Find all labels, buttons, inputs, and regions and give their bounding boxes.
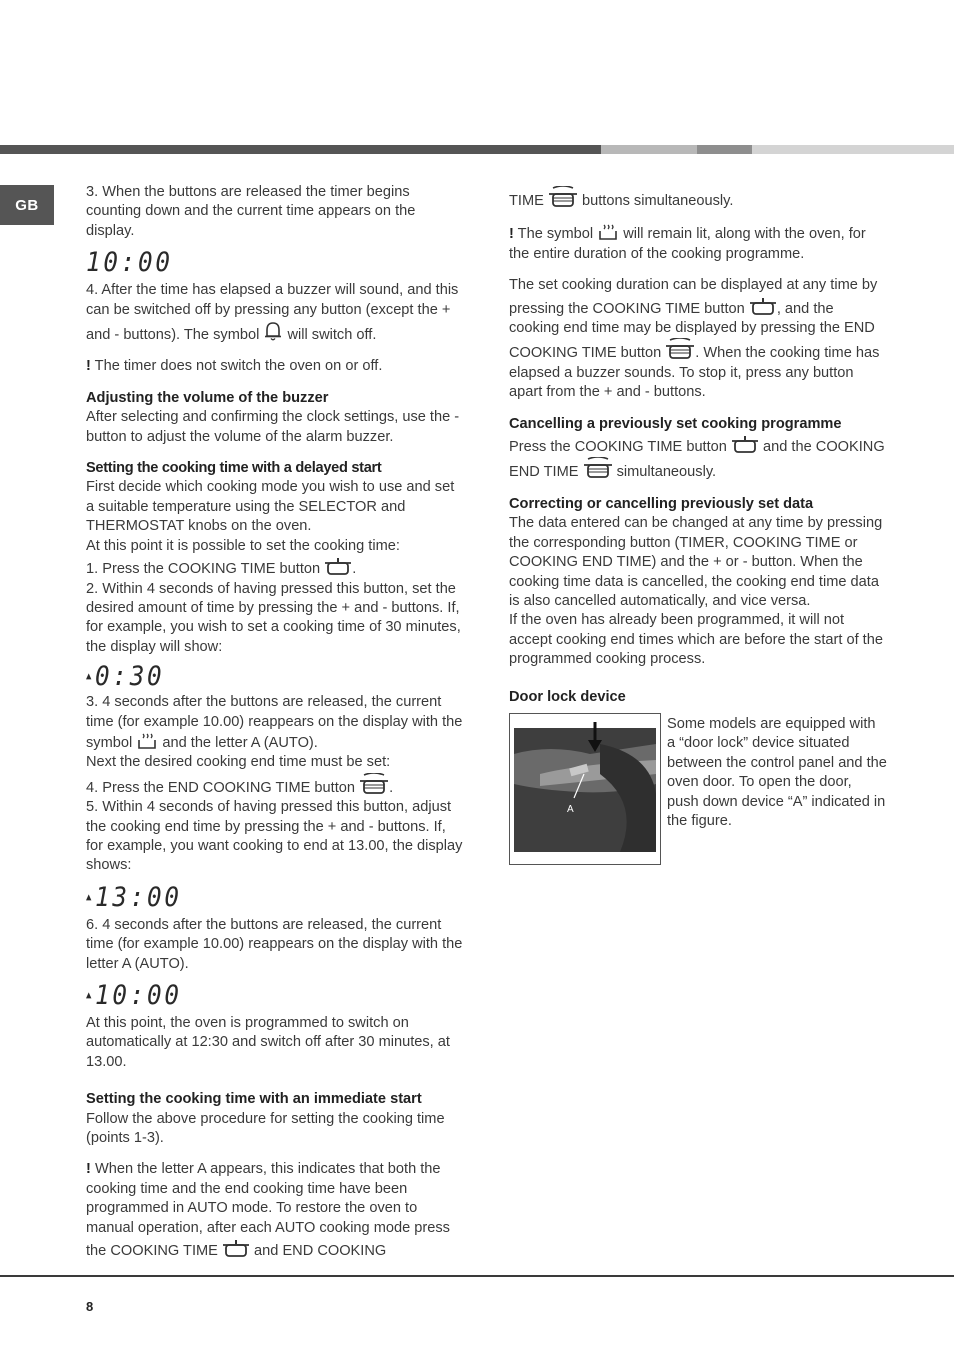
display-current-time: ▲ 10:00 (86, 980, 182, 1011)
door-lock-figure (509, 713, 661, 865)
cancel-text: Press the COOKING TIME button and the COOKING END TIME simultaneously. (509, 434, 887, 483)
heading-cancel-programme: Cancelling a previously set cooking programme (509, 415, 842, 432)
header-color-bar (0, 145, 954, 154)
delayed-step5: 5. Within 4 seconds of having pressed this button, adjust the cooking end time by pressing the + and - buttons. If, for example, you want cooking to end at 13.00, the display shows: (86, 799, 463, 874)
continued-text: TIME buttons simultaneously. (509, 186, 887, 211)
note-symbol: ! The symbol will remain lit, along with the oven, for the entire duration of the cooking programme. (509, 223, 887, 264)
heading-correct-data: Correcting or cancelling previously set data (509, 495, 814, 512)
volume-text: After selecting and confirming the clock settings, use the - button to adjust the volume of the alarm buzzer. (86, 409, 460, 445)
immediate-text: Follow the above procedure for setting the cooking time (points 1-3). (86, 1110, 445, 1147)
display-duration-text: The set cooking duration can be displayed at any time by pressing the COOKING TIME button , and the cooking end time may be displayed by pressing the END COOKING TIME button . When the cooking time has elapsed a buzzer sounds. To stop it, press any button apart from the + and - buttons. (509, 277, 880, 401)
door-lock-section (509, 713, 887, 868)
correct-text-1: The data entered can be changed at any time by pressing the corresponding button (TIMER, COOKING TIME or COOKING END TIME) and the + or - button. When the cooking time data is cancelled, the cooking end time data is also cancelled automatically, and vice versa. (509, 515, 883, 609)
correct-text-2: If the oven has already been programmed, it will not accept cooking end times which are before the start of the programmed cooking process. (509, 612, 883, 668)
cooking-time-icon (731, 434, 759, 454)
delayed-step3: 3. 4 seconds after the buttons are released, the current time (for example 10.00) reappears on the display with the symbol and the letter A (AUTO). (86, 694, 463, 751)
door-lock-text: Some models are equipped with a “door lock” device situated between the control panel and the oven door. To open the door, push down device “A” indicated in the figure. (667, 715, 887, 829)
door-lock-illustration (510, 714, 660, 864)
cooking-time-icon (749, 296, 777, 316)
end-cooking-time-icon (548, 186, 578, 208)
display-end-time: ▲ 13:00 (86, 881, 182, 913)
note-auto: ! When the letter A appears, this indicates that both the cooking time and the end cooking time have been programmed in AUTO mode. To restore the oven to manual operation, after each AUTO cooking mode press the COOKING TIME and END COOKING (86, 1161, 450, 1260)
delayed-step4: 4. Press the END COOKING TIME button . (86, 773, 466, 798)
display-duration: ▲ 0:30 (86, 661, 165, 693)
step3-text: 3. When the buttons are released the timer begins counting down and the current time appears on the display. (86, 184, 416, 239)
delayed-final: At this point, the oven is programmed to switch on automatically at 12:30 and switch off after 30 minutes, at 13.00. (86, 1015, 450, 1070)
footer-rule (0, 1275, 954, 1277)
left-column (86, 183, 466, 1261)
right-column (509, 186, 887, 868)
heading-delayed-start: Setting the cooking time with a delayed start (86, 460, 382, 477)
delayed-step2: 2. Within 4 seconds of having pressed this button, set the desired amount of time by pressing the + and - buttons. If, for example, you wish to set a cooking time of 30 minutes, the display will show: (86, 580, 461, 655)
end-cooking-time-icon (665, 338, 695, 360)
language-tab: GB (0, 185, 54, 225)
note-timer: ! The timer does not switch the oven on or off. (86, 358, 383, 375)
bell-icon (263, 320, 283, 342)
delayed-step6: 6. 4 seconds after the buttons are released, the current time (for example 10.00) reappears on the display with the letter A (AUTO). (86, 916, 463, 972)
page-number: 8 (86, 1299, 94, 1314)
cooking-time-icon (222, 1238, 250, 1258)
heading-immediate-start: Setting the cooking time with an immediate start (86, 1091, 422, 1108)
heading-door-lock: Door lock device (509, 688, 626, 705)
delayed-step1: 1. Press the COOKING TIME button . (86, 556, 466, 579)
oven-heat-icon (597, 223, 619, 241)
end-cooking-time-icon (583, 457, 613, 479)
display-timer: 10:00 (86, 247, 173, 279)
end-cooking-time-icon (359, 773, 389, 795)
heading-buzzer-volume: Adjusting the volume of the buzzer (86, 389, 329, 406)
delayed-intro-2: At this point it is possible to set the cooking time: (86, 537, 400, 554)
cooking-time-icon (324, 556, 352, 576)
delayed-next: Next the desired cooking end time must be set: (86, 754, 391, 771)
delayed-intro: First decide which cooking mode you wish to use and set a suitable temperature using the SELECTOR and THERMOSTAT knobs on the oven. (86, 479, 455, 535)
step4-text: 4. After the time has elapsed a buzzer will sound, and this can be switched off by pressing any button (except the + and - buttons). The symbol will switch off. (86, 282, 459, 344)
figure-label: A (567, 803, 574, 815)
oven-heat-icon (136, 732, 158, 750)
